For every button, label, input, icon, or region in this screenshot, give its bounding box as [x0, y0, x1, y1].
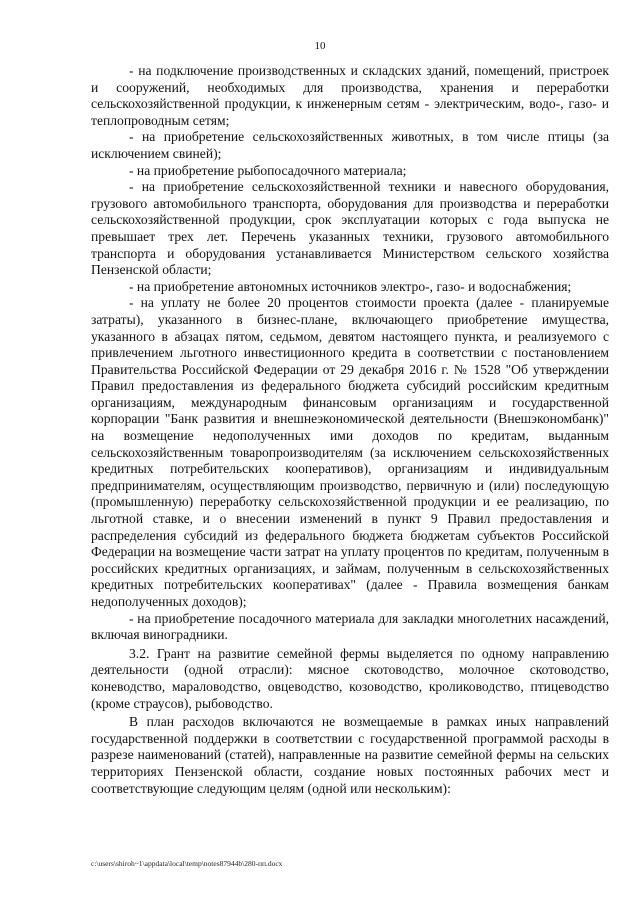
paragraph-section-3-2: 3.2. Грант на развитие семейной фермы выделяется по одному направлению деятельности (одной отрасли): мясное скотоводство, молочное скотоводство, коневодство, мараловодство, овцеводство, козоводство, кролиководство, птицеводство (кроме страусов), рыбоводство.: [91, 645, 609, 711]
paragraph-fish-stock: - на приобретение рыбопосадочного материала;: [129, 162, 407, 178]
paragraph-autonomous-supply: - на приобретение автономных источников электро-, газо- и водоснабжения;: [129, 278, 572, 294]
paragraph-expense-plan: В план расходов включаются не возмещаемые в рамках иных направлений государственной поддержки в соответствии с государственной программой расходы в разрезе наименований (статей), направленные на развитие семейной фермы на сельских территориях Пензенской области, создание новых постоянных рабочих мест и соответствующие следующим целям (одной или нескольким):: [91, 714, 609, 796]
paragraph-machinery: - на приобретение сельскохозяйственной техники и навесного оборудования, грузового автомобильного транспорта, оборудования для производства и переработки сельскохозяйственной продукции, срок эксплуатации которых с года выпуска не превышает трех лет. Перечень указанных техники, грузового автомобильного транспорта и оборудования устанавливается Министерством сельского хозяйства Пензенской области;: [91, 179, 609, 278]
paragraph-project-cost: - на уплату не более 20 процентов стоимости проекта (далее - планируемые затраты), указанного в бизнес-плане, включающего приобретение имущества, указанного в абзацах пятом, седьмом, девятом настоящего пункта, и реализуемого с привлечением льготного инвестиционного кредита в соответствии с постановлением Правительства Российской Федерации от 29 декабря 2016 г. № 1528 "Об утверждении Правил предоставления из федерального бюджета субсидий российским кредитным организациям, международным финансовым организациям и государственной корпорации "Банк развития и внешнеэкономической деятельности (Внешэкономбанк)" на возмещение недополученных ими доходов по кредитам, выданным сельскохозяйственным товаропроизводителям (за исключением сельскохозяйственных кредитных потребительских кооперативов), организациям и индивидуальным предпринимателям, осуществляющим производство, первичную и (или) последующую (промышленную) переработку сельскохозяйственной продукции и ее реализацию, по льготной ставке, и о внесении изменений в пункт 9 Правил предоставления и распределения субсидий из федерального бюджета бюджетам субъектов Российской Федерации на возмещение части затрат на уплату процентов по кредитам, полученным в российских кредитных организациях, и займам, полученным в сельскохозяйственных кредитных потребительских кооперативах" (далее - Правила возмещения банкам недополученных доходов);: [91, 295, 609, 609]
page-number: 10: [314, 40, 326, 52]
paragraph-planting-material: - на приобретение посадочного материала для закладки многолетних насаждений, включая виноградники.: [91, 610, 609, 643]
footer-file-path: c:\users\shiroh~1\appdata\local\temp\notes87944b\280-пп.docx: [91, 859, 283, 868]
paragraph-farm-animals: - на приобретение сельскохозяйственных животных, в том числе птицы (за исключением свиней);: [91, 129, 609, 161]
document-body: [91, 63, 609, 797]
paragraph-connection-networks: - на подключение производственных и складских зданий, помещений, пристроек и сооружений, необходимых для производства, хранения и переработки сельскохозяйственной продукции, к инженерным сетям - электрическим, водо-, газо- и теплопроводным сетям;: [91, 63, 609, 128]
